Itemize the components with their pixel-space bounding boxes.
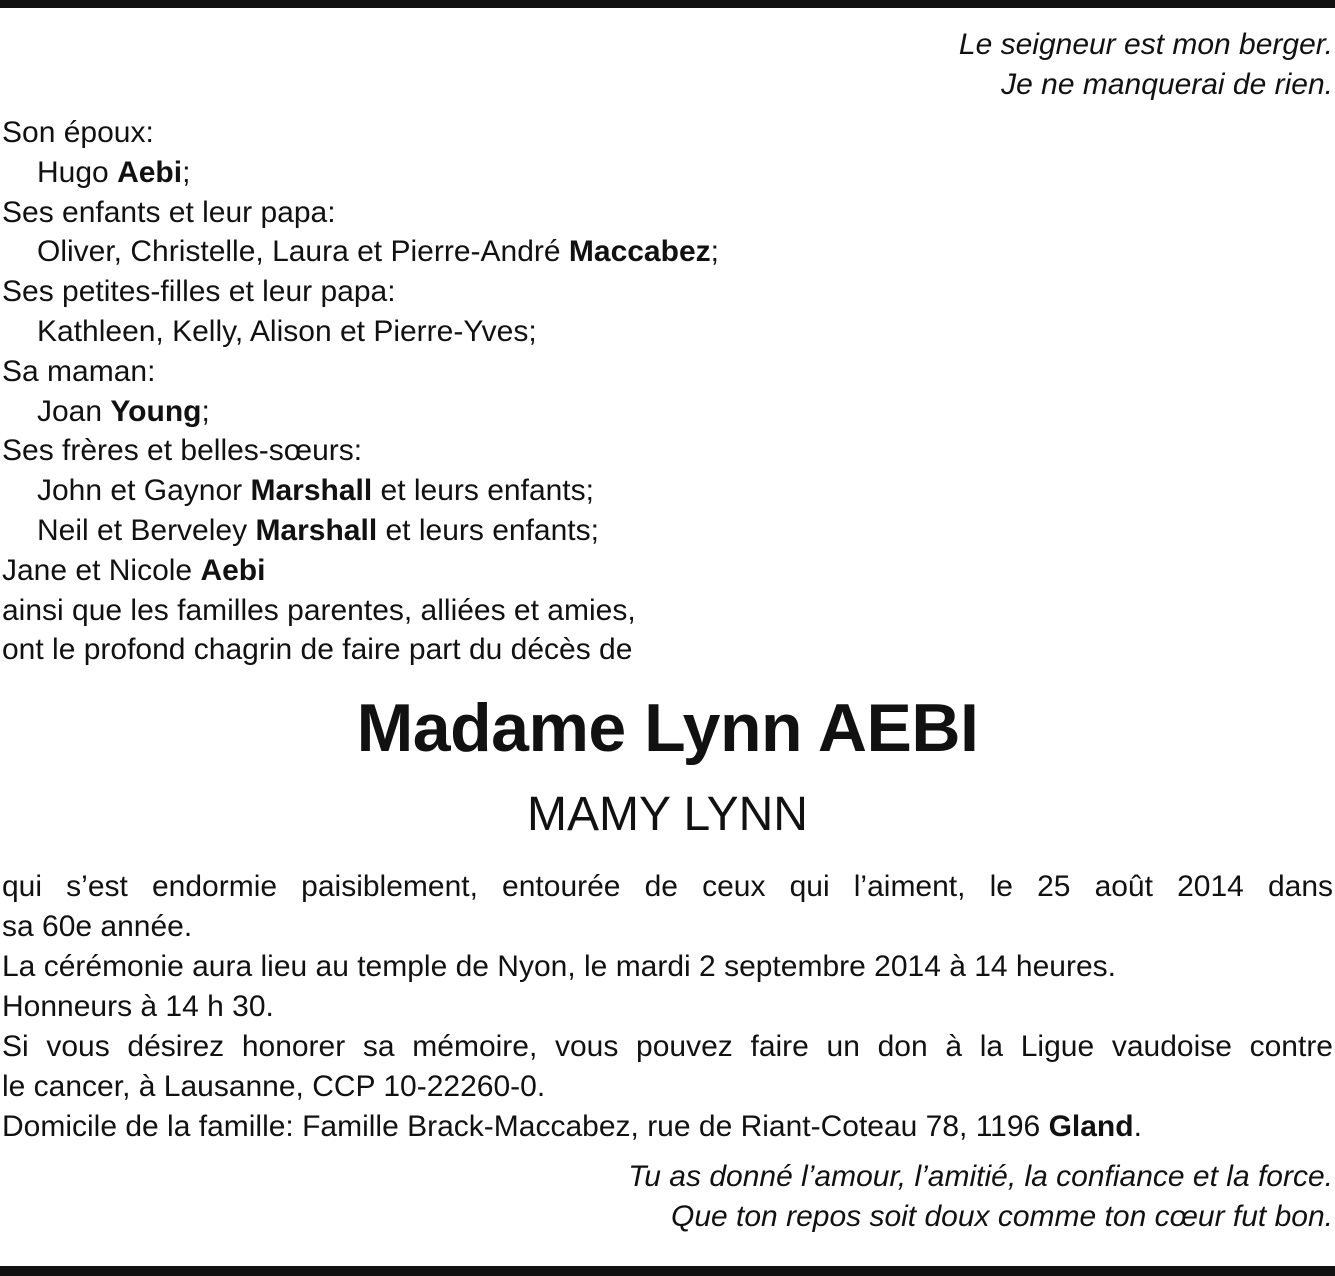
surname: Aebi: [117, 155, 183, 189]
surname: Gland: [1048, 1110, 1134, 1143]
deceased-name: Madame Lynn AEBI: [356, 690, 979, 766]
verse-top-line-2: Je ne manquerai de rien.: [1001, 68, 1333, 101]
body-line: [2, 867, 1333, 907]
line-suffix: et leurs enfants;: [377, 514, 599, 547]
body-line: [2, 947, 1333, 987]
verse-bottom-line-1: Tu as donné l’amour, l’amitié, la confiance et la force.: [628, 1160, 1333, 1193]
line-text: Oliver, Christelle, Laura et Pierre-André: [37, 235, 569, 269]
family-line: [2, 352, 1333, 392]
family-line: [2, 551, 1333, 591]
body-line: [2, 1067, 1333, 1107]
verse-bottom-line-2: Que ton repos soit doux comme ton cœur fut bon.: [671, 1200, 1333, 1233]
line-suffix: ;: [182, 155, 191, 189]
line-text: Jane et Nicole: [2, 553, 201, 587]
line-text: Hugo: [37, 155, 118, 189]
line-text: Si vous désirez honorer sa mémoire, vous pouvez faire un don à la Ligue vaudoise contre: [2, 1030, 1333, 1063]
line-text: Sa maman:: [2, 354, 156, 388]
verse-top-line-1: Le seigneur est mon berger.: [958, 28, 1333, 61]
nickname: MAMY LYNN: [527, 788, 808, 841]
line-text: le cancer, à Lausanne, CCP 10-22260-0.: [2, 1070, 546, 1103]
body-line: [2, 987, 1333, 1027]
bottom-rule: [0, 1266, 1335, 1276]
body-line: [2, 1027, 1333, 1067]
family-line: [2, 591, 1333, 631]
line-text: Son époux:: [2, 116, 154, 149]
line-text: sa 60e année.: [2, 910, 193, 943]
line-suffix: .: [1133, 1110, 1142, 1143]
surname: Aebi: [200, 553, 266, 587]
family-line: [2, 113, 1333, 153]
surname: Marshall: [250, 474, 373, 508]
line-suffix: ;: [710, 235, 719, 269]
body-line: [2, 1107, 1333, 1147]
line-text: La cérémonie aura lieu au temple de Nyon, le mardi 2 septembre 2014 à 14 heures.: [2, 950, 1116, 983]
line-text: Kathleen, Kelly, Alison et Pierre-Yves;: [37, 315, 537, 348]
line-text: ainsi que les familles parentes, alliées et amies,: [2, 593, 636, 627]
surname: Marshall: [255, 514, 378, 547]
family-line: [2, 431, 1333, 471]
line-text: Ses enfants et leur papa:: [2, 195, 336, 229]
line-text: Joan: [37, 394, 111, 428]
surname: Maccabez: [568, 235, 711, 269]
line-text: ont le profond chagrin de faire part du décès de: [2, 633, 633, 667]
line-text: Honneurs à 14 h 30.: [2, 990, 274, 1023]
line-text: Domicile de la famille: Famille Brack-Maccabez, rue de Riant-Coteau 78, 1196: [2, 1110, 1049, 1143]
family-line: [37, 511, 1333, 551]
line-suffix: ;: [201, 394, 210, 428]
line-suffix: et leurs enfants;: [372, 474, 594, 508]
line-text: Neil et Berveley: [37, 514, 256, 547]
family-line: [2, 630, 1333, 670]
family-line: [37, 312, 1333, 352]
line-text: qui s’est endormie paisiblement, entourée de ceux qui l’aiment, le 25 août 2014 dans: [2, 870, 1333, 903]
line-text: John et Gaynor: [37, 474, 251, 508]
family-line: [2, 272, 1333, 312]
surname: Young: [110, 394, 202, 428]
line-text: Ses frères et belles-sœurs:: [2, 434, 363, 468]
family-line: [37, 153, 1333, 193]
family-line: [37, 392, 1333, 432]
family-line: [2, 193, 1333, 233]
top-rule: [0, 0, 1335, 8]
body-line: [2, 907, 1333, 947]
family-line: [37, 232, 1333, 272]
family-line: [37, 471, 1333, 511]
line-text: Ses petites-filles et leur papa:: [2, 275, 396, 309]
